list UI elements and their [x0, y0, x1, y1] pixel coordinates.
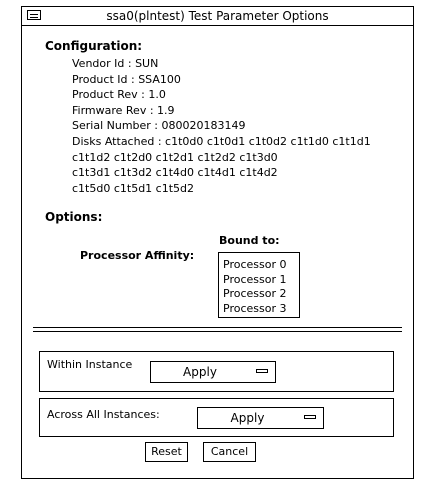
serial-number: Serial Number : 080020183149 — [72, 119, 246, 133]
configuration-heading: Configuration: — [45, 39, 143, 53]
disks-attached-cont: c1t5d0 c1t5d1 c1t5d2 — [72, 181, 195, 195]
cancel-button[interactable]: Cancel — [203, 442, 256, 462]
configuration-details — [72, 56, 371, 196]
within-instance-label: Within Instance — [47, 358, 133, 371]
within-instance-group — [39, 351, 394, 392]
bound-to-label: Bound to: — [219, 234, 280, 247]
disks-attached-cont: c1t3d1 c1t3d2 c1t4d0 c1t4d1 c1t4d2 — [72, 166, 278, 180]
vendor-id: Vendor Id : SUN — [72, 57, 159, 70]
separator — [33, 327, 402, 332]
disks-attached: Disks Attached : c1t0d0 c1t0d1 c1t0d2 c1t1d0 c1t1d1 — [72, 134, 371, 148]
across-instances-label: Across All Instances: — [47, 408, 160, 421]
within-instance-value: Apply — [183, 365, 217, 379]
test-parameter-options-window — [21, 6, 414, 479]
processor-affinity-label: Processor Affinity: — [80, 249, 195, 262]
window-title: ssa0(plntest) Test Parameter Options — [106, 9, 329, 23]
dropdown-indicator-icon — [256, 369, 268, 373]
title-bar — [22, 7, 413, 26]
processor-item[interactable]: Processor 1 — [223, 272, 287, 286]
dropdown-indicator-icon — [304, 415, 316, 419]
processor-item[interactable]: Processor 0 — [223, 258, 287, 271]
across-instances-group — [39, 398, 394, 437]
processor-list[interactable] — [218, 252, 300, 318]
firmware-rev: Firmware Rev : 1.9 — [72, 103, 175, 117]
product-rev: Product Rev : 1.0 — [72, 88, 166, 102]
within-instance-dropdown[interactable] — [150, 361, 276, 383]
reset-button[interactable]: Reset — [145, 442, 188, 462]
disks-attached-cont: c1t1d2 c1t2d0 c1t2d1 c1t2d2 c1t3d0 — [72, 150, 278, 164]
processor-item[interactable]: Processor 2 — [223, 287, 287, 300]
processor-item[interactable]: Processor 3 — [223, 301, 287, 315]
product-id: Product Id : SSA100 — [72, 72, 181, 86]
across-instances-value: Apply — [230, 411, 265, 425]
across-instances-dropdown[interactable] — [197, 407, 324, 429]
options-heading: Options: — [45, 210, 103, 224]
